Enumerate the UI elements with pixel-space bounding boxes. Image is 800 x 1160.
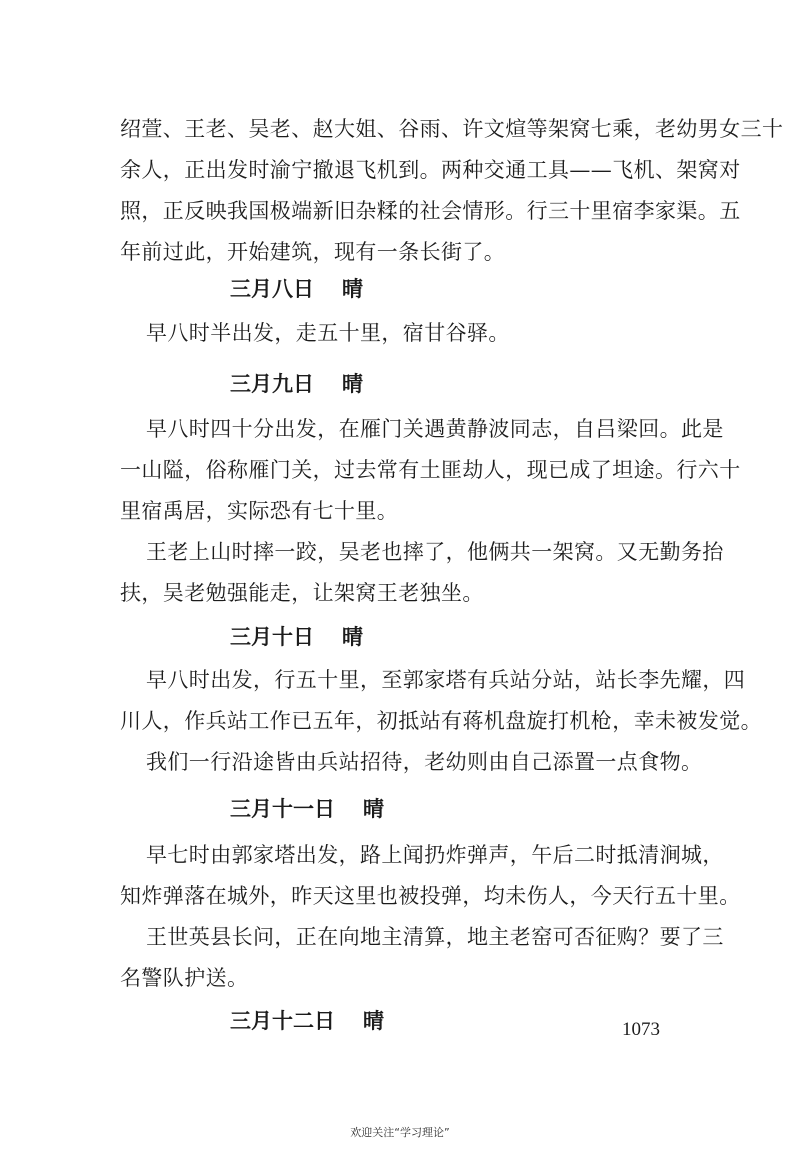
entry-date: 三月十一日 xyxy=(230,797,335,821)
text-line: 名警队护送。 xyxy=(120,966,249,990)
footer-text: 欢迎关注“学习理论” xyxy=(350,1126,450,1139)
text-line: 扶，吴老勉强能走，让架窝王老独坐。 xyxy=(120,581,484,605)
entry-heading xyxy=(230,369,363,399)
entry-weather: 晴 xyxy=(342,277,363,301)
text-line: 王世英县长问，正在向地主清算，地主老窑可否征购？要了三 xyxy=(146,925,724,949)
text-line: 早八时四十分出发，在雁门关遇黄静波同志，自吕梁回。此是 xyxy=(146,417,724,441)
entry-heading xyxy=(230,1006,384,1036)
text-line: 余人，正出发时渝宁撤退飞机到。两种交通工具——飞机、架窝对 xyxy=(120,158,741,182)
entry-date: 三月十日 xyxy=(230,625,314,649)
text-line: 年前过此，开始建筑，现有一条长街了。 xyxy=(120,240,506,264)
text-line: 里宿禹居，实际恐有七十里。 xyxy=(120,499,399,523)
entry-date: 三月十二日 xyxy=(230,1009,335,1033)
text-line: 绍萱、王老、吴老、赵大姐、谷雨、许文煊等架窝七乘，老幼男女三十 xyxy=(120,117,784,141)
text-line: 一山隘，俗称雁门关，过去常有土匪劫人，现已成了坦途。行六十 xyxy=(120,458,741,482)
entry-weather: 晴 xyxy=(342,372,363,396)
text-line: 川人，作兵站工作已五年，初抵站有蒋机盘旋打机枪，幸未被发觉。 xyxy=(120,709,762,733)
entry-heading xyxy=(230,274,363,304)
entry-date: 三月九日 xyxy=(230,372,314,396)
text-line: 早七时由郭家塔出发，路上闻扔炸弹声，午后二时抵清涧城， xyxy=(146,843,724,867)
entry-date: 三月八日 xyxy=(230,277,314,301)
text-line: 王老上山时摔一跤，吴老也摔了，他俩共一架窝。又无勤务抬 xyxy=(146,540,724,564)
entry-weather: 晴 xyxy=(342,625,363,649)
page-number: 1073 xyxy=(622,1019,660,1040)
entry-heading xyxy=(230,622,363,652)
entry-weather: 晴 xyxy=(363,1009,384,1033)
text-line: 早八时出发，行五十里，至郭家塔有兵站分站，站长李先耀，四 xyxy=(146,668,746,692)
entry-weather: 晴 xyxy=(363,797,384,821)
text-line: 知炸弹落在城外，昨天这里也被投弹，均未伤人，今天行五十里。 xyxy=(120,884,741,908)
entry-heading xyxy=(230,794,384,824)
text-line: 早八时半出发，走五十里，宿甘谷驿。 xyxy=(146,321,510,345)
text-line: 我们一行沿途皆由兵站招待，老幼则由自己添置一点食物。 xyxy=(146,750,703,774)
text-line: 照，正反映我国极端新旧杂糅的社会情形。行三十里宿李家渠。五 xyxy=(120,199,741,223)
